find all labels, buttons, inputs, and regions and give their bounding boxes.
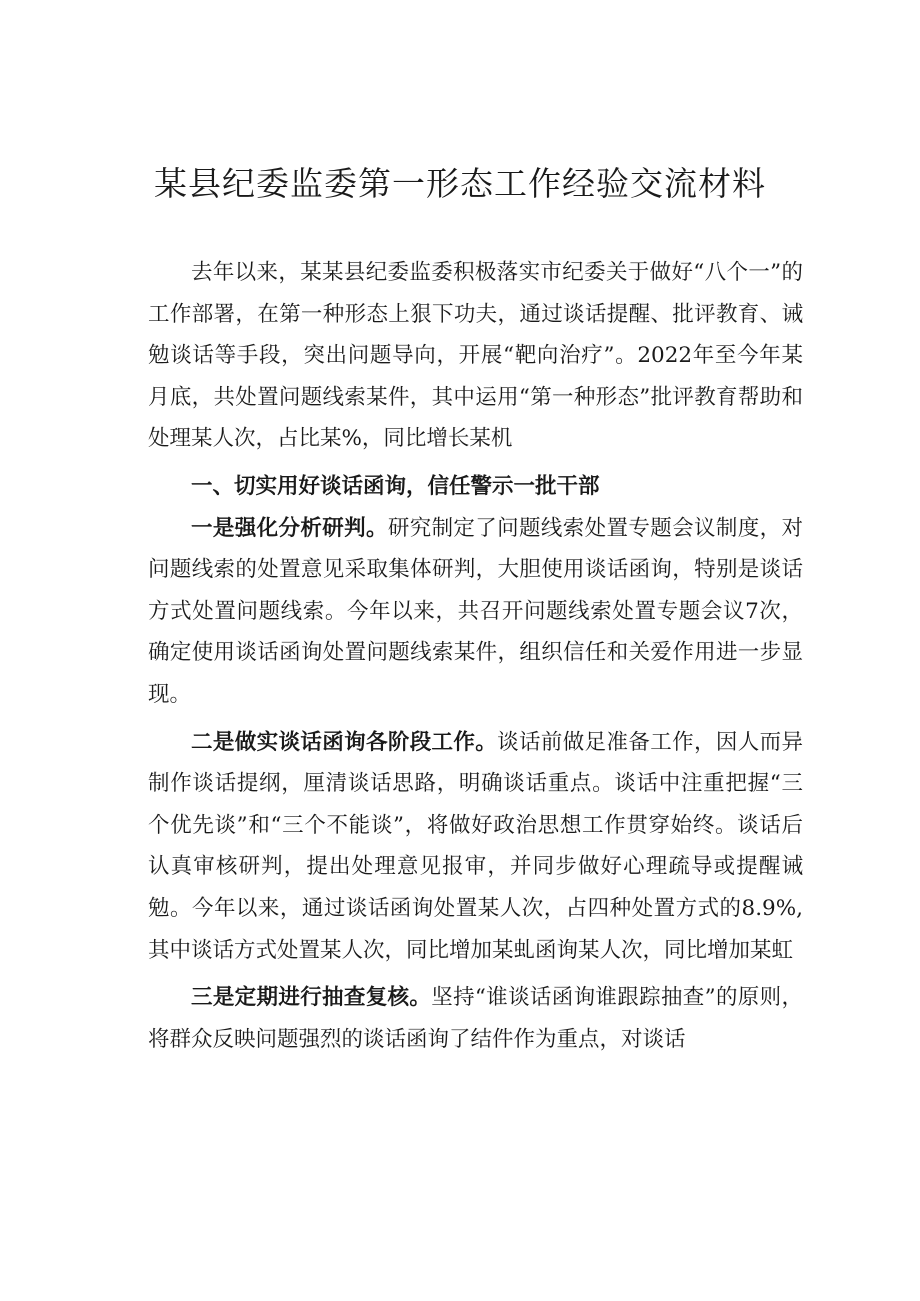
intro-paragraph: 去年以来，某某县纪委监委积极落实市纪委关于做好“八个一”的工作部署，在第一种形态上狠下功夫，通过谈话提醒、批评教育、诫勉谈话等手段，突出问题导向，开展“靶向治疗”。2022年至今年某月底，共处置问题线索某件，其中运用“第一种形态”批评教育帮助和处理某人次，占比某%，同比增长某机	[148, 260, 803, 452]
paragraph-3-lead: 三是定期进行抽查复核。	[191, 985, 432, 1011]
paragraph-1-text: 研究制定了问题线索处置专题会议制度，对问题线索的处置意见采取集体研判，大胆使用谈话函询，特别是谈话方式处置问题线索。今年以来，共召开问题线索处置专题会议7次，确定使用谈话函询处置问题线索某件，组织信任和关爱作用进一步显现。	[148, 515, 803, 707]
paragraph-2	[148, 722, 803, 972]
paragraph-2-lead: 二是做实谈话函询各阶段工作。	[191, 729, 498, 755]
paragraph-1-lead: 一是强化分析研判。	[191, 515, 388, 541]
document-body	[148, 252, 803, 1060]
paragraph-1	[148, 508, 803, 716]
document-title: 某县纪委监委第一形态工作经验交流材料	[154, 164, 766, 203]
paragraph-3	[148, 977, 803, 1060]
section-heading-1: 一、切实用好谈话函询，信任警示一批干部	[191, 473, 600, 499]
paragraph-2-text: 谈话前做足准备工作，因人而异制作谈话提纲，厘清谈话思路，明确谈话重点。谈话中注重把握“三个优先谈”和“三个不能谈”，将做好政治思想工作贯穿始终。谈话后认真审核研判，提出处理意见报审，并同步做好心理疏导或提醒诫勉。今年以来，通过谈话函询处置某人次，占四种处置方式的8.9%,其中谈话方式处置某人次，同比增加某虬函询某人次，同比增加某虹	[148, 729, 803, 963]
paragraph-3-text: 坚持“谁谈话函询谁跟踪抽查”的原则，将群众反映问题强烈的谈话函询了结件作为重点，对谈话	[148, 985, 803, 1052]
